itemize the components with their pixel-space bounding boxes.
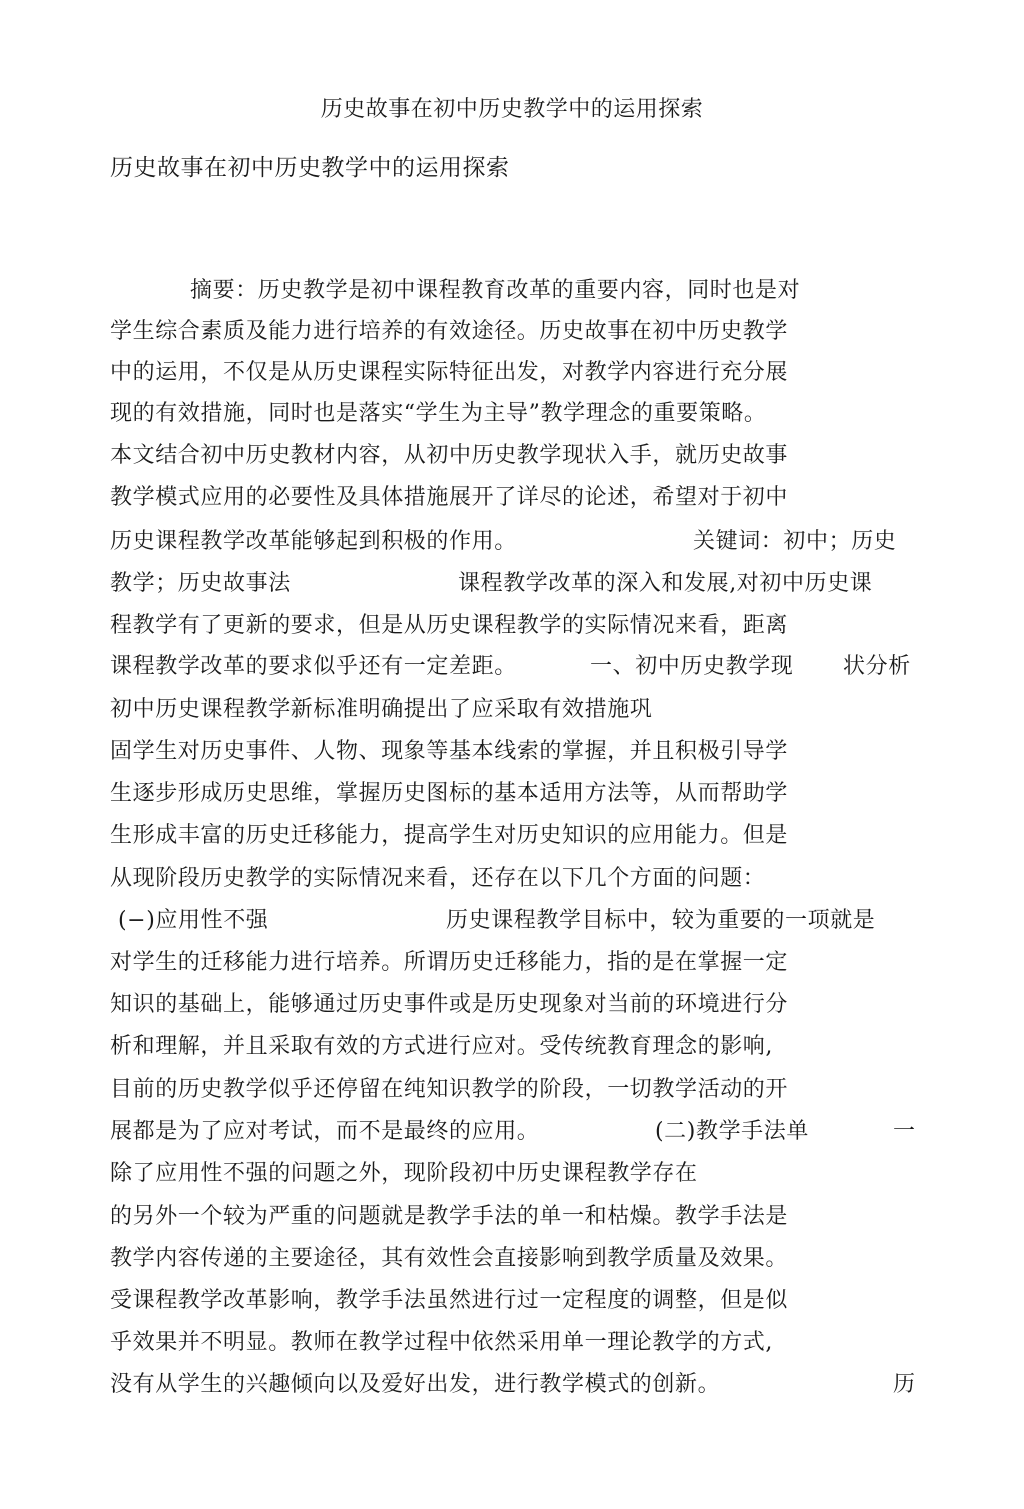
body-line: 课程教学改革的要求似乎还有一定差距。 (110, 654, 517, 679)
abstract-line: 教学模式应用的必要性及具体措施展开了详尽的论述，希望对于初中 (110, 485, 789, 510)
document-subtitle: 历史故事在初中历史教学中的运用探索 (110, 155, 510, 181)
abstract-line: 历史课程教学改革能够起到积极的作用。 (110, 529, 517, 554)
keywords-label: 关键词：初中；历史 (693, 529, 897, 554)
abstract-line: 中的运用，不仅是从历史课程实际特征出发，对教学内容进行充分展 (110, 360, 789, 385)
body-line: 展都是为了应对考试，而不是最终的应用。 (110, 1119, 540, 1144)
subsection-heading-1: (−)应用性不强 (118, 908, 269, 933)
body-line: 乎效果并不明显。教师在教学过程中依然采用单一理论教学的方式, (110, 1330, 773, 1355)
body-line-segment: 历史课程教学目标中，较为重要的一项就是 (446, 908, 876, 933)
keywords-line: 教学；历史故事法 (110, 571, 291, 596)
body-line: 从现阶段历史教学的实际情况来看，还存在以下几个方面的问题： (110, 866, 766, 891)
abstract-line: 本文结合初中历史教材内容，从初中历史教学现状入手，就历史故事 (110, 443, 789, 468)
body-line: 没有从学生的兴趣倾向以及爱好出发，进行教学模式的创新。 (110, 1372, 721, 1397)
subsection-heading-2-tail: 一 (893, 1119, 916, 1144)
body-line: 教学内容传递的主要途径，其有效性会直接影响到教学质量及效果。 (110, 1246, 789, 1271)
subsection-heading-2: (二)教学手法单 (655, 1119, 809, 1144)
body-line: 析和理解，并且采取有效的方式进行应对。受传统教育理念的影响, (110, 1034, 773, 1059)
abstract-line: 现的有效措施，同时也是落实“学生为主导”教学理念的重要策略。 (110, 401, 767, 426)
body-line: 初中历史课程教学新标准明确提出了应采取有效措施巩 (110, 697, 653, 722)
body-line: 生形成丰富的历史迁移能力，提高学生对历史知识的应用能力。但是 (110, 823, 789, 848)
body-line: 受课程教学改革影响，教学手法虽然进行过一定程度的调整，但是似 (110, 1288, 789, 1313)
body-line: 对学生的迁移能力进行培养。所谓历史迁移能力，指的是在掌握一定 (110, 950, 789, 975)
body-line: 知识的基础上，能够通过历史事件或是历史现象对当前的环境进行分 (110, 992, 789, 1017)
body-line-segment: 课程教学改革的深入和发展,对初中历史课 (458, 571, 873, 596)
body-line: 固学生对历史事件、人物、现象等基本线索的掌握，并且积极引导学 (110, 739, 789, 764)
body-line-trailing: 历 (893, 1372, 916, 1397)
abstract-line: 摘要：历史教学是初中课程教育改革的重要内容，同时也是对 (190, 278, 801, 303)
section-heading-1-tail: 状分析 (843, 654, 911, 679)
body-line: 目前的历史教学似乎还停留在纯知识教学的阶段，一切教学活动的开 (110, 1077, 789, 1102)
body-line: 生逐步形成历史思维，掌握历史图标的基本适用方法等，从而帮助学 (110, 781, 789, 806)
abstract-line: 学生综合素质及能力进行培养的有效途径。历史故事在初中历史教学 (110, 319, 789, 344)
body-line: 程教学有了更新的要求，但是从历史课程教学的实际情况来看，距离 (110, 613, 789, 638)
document-title: 历史故事在初中历史教学中的运用探索 (320, 97, 704, 122)
section-heading-1: 一、初中历史教学现 (590, 654, 794, 679)
body-line: 的另外一个较为严重的问题就是教学手法的单一和枯燥。教学手法是 (110, 1204, 789, 1229)
body-line: 除了应用性不强的问题之外，现阶段初中历史课程教学存在 (110, 1161, 698, 1186)
